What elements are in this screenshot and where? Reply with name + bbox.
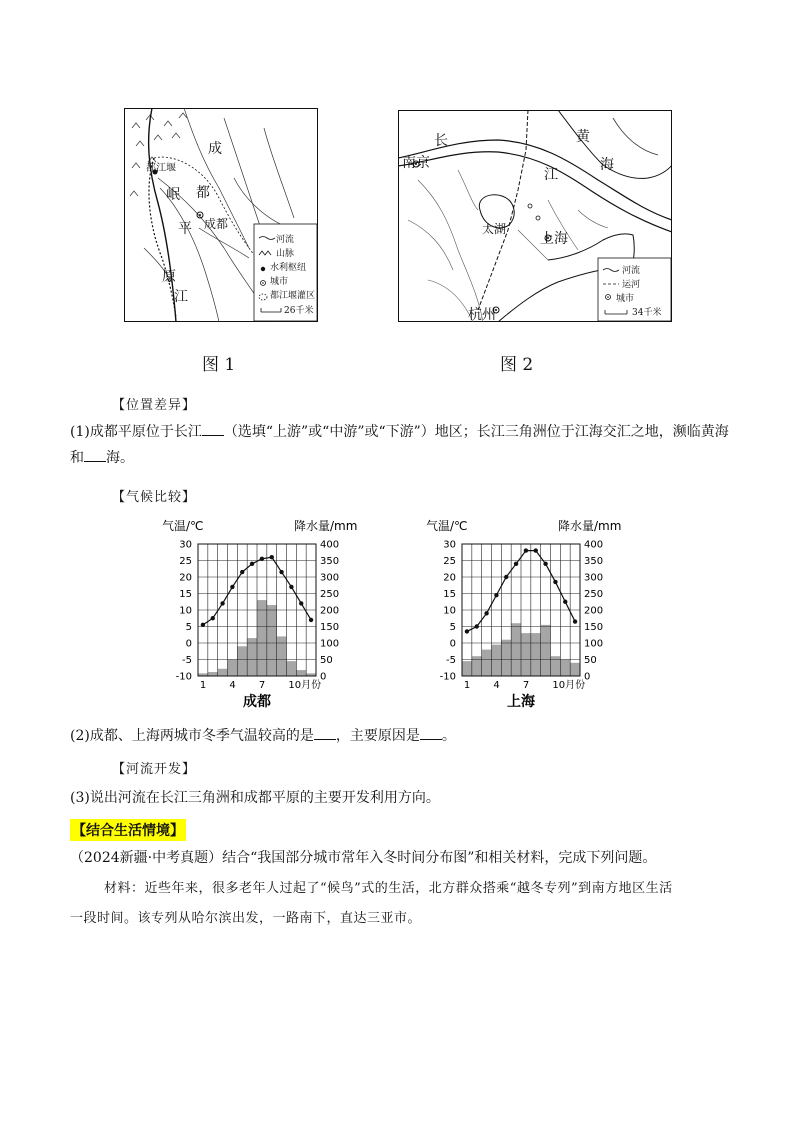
map-2-label-taihu: 太湖 [482, 222, 507, 236]
precip-bar [521, 633, 531, 676]
temp-point [573, 619, 577, 623]
map-1-label-dujiangyan: 都江堰 [146, 163, 176, 174]
map-1-legend-irrigation: 都江堰灌区 [270, 291, 316, 301]
map-2-label-shanghai: 上海 [540, 231, 568, 247]
ylabel-left: 气温/℃ [426, 519, 468, 533]
figure-2-caption: 图 2 [500, 355, 534, 375]
map-1-legend-river: 河流 [276, 235, 295, 245]
map-1-label-cheng: 成 [208, 141, 222, 157]
precip-tick-label: 300 [584, 572, 604, 584]
x-tick-label: 4 [229, 680, 236, 691]
precip-bar [208, 672, 218, 676]
x-tick-label: 4 [493, 680, 500, 691]
precip-bar [511, 623, 521, 676]
temp-point [543, 562, 547, 566]
precip-bar [501, 640, 511, 676]
x-tick-label: 10月份 [288, 680, 322, 691]
precip-tick-label: 350 [320, 556, 340, 567]
ylabel-left: 气温/℃ [162, 519, 204, 533]
x-tick-label: 10月份 [552, 680, 586, 691]
temp-tick-label: 25 [179, 556, 192, 567]
precip-bar [257, 600, 267, 676]
climate-chart-shanghai [424, 518, 634, 710]
map-1-scale: 26千米 [284, 306, 314, 316]
temp-tick-label: -5 [446, 655, 456, 666]
ylabel-right: 降水量/mm [558, 519, 622, 533]
temp-tick-label: 15 [443, 589, 456, 600]
precip-tick-label: 150 [584, 622, 604, 633]
map-2-label-hai: 海 [600, 157, 614, 173]
precip-tick-label: 400 [320, 539, 340, 551]
precip-bar [551, 656, 561, 676]
temp-tick-label: -10 [175, 671, 192, 683]
map-2-legend-river: 河流 [622, 266, 641, 276]
temp-point [475, 624, 479, 628]
temp-point [289, 585, 293, 589]
answer-blank-1a[interactable] [202, 421, 224, 436]
temp-point [211, 616, 215, 620]
map-1-legend-hydro: 水利枢纽 [270, 263, 307, 273]
map-1-label-chengdu-city: 成都 [204, 217, 229, 231]
section-title-climate: 【气候比较】 [112, 490, 197, 505]
map-1-label-ping: 平 [178, 221, 192, 237]
map-2-legend-city: 城市 [616, 294, 635, 304]
temp-point [553, 580, 557, 584]
temp-tick-label: 20 [443, 572, 456, 584]
map-2-legend-canal: 运河 [622, 280, 641, 290]
precip-tick-label: 50 [584, 655, 597, 666]
precip-bar [218, 669, 228, 676]
answer-blank-2a[interactable] [314, 725, 336, 740]
temp-point [494, 593, 498, 597]
precip-bar [267, 605, 277, 676]
temp-point [279, 570, 283, 574]
precip-bar [570, 663, 580, 676]
temp-point [504, 575, 508, 579]
precip-bar [560, 660, 570, 677]
precip-bar [482, 650, 492, 676]
precip-tick-label: 150 [320, 622, 340, 633]
figure-1-caption: 图 1 [202, 355, 236, 375]
precip-tick-label: 200 [584, 605, 604, 617]
precip-tick-label: 350 [584, 556, 604, 567]
map-1-label-yuan: 原 [162, 269, 176, 285]
temp-tick-label: 5 [449, 622, 456, 633]
map-1-label-jiang: 江 [174, 289, 188, 305]
temp-point [534, 548, 538, 552]
temp-point [309, 618, 313, 622]
section-title-location: 【位置差异】 [112, 398, 197, 413]
precip-bar [492, 645, 502, 676]
temp-tick-label: -10 [439, 671, 456, 683]
x-tick-label: 7 [522, 680, 530, 691]
precip-bar [287, 661, 297, 676]
precip-bar [531, 633, 541, 676]
ylabel-right: 降水量/mm [294, 519, 358, 533]
temp-tick-label: 5 [185, 622, 192, 633]
map-2-label-chang: 长 [434, 133, 448, 149]
temp-point [484, 611, 488, 615]
chart-title: 成都 [243, 694, 271, 710]
precip-tick-label: 400 [584, 539, 604, 551]
precip-tick-label: 50 [320, 655, 333, 666]
material-line-2: 一段时间。该专列从哈尔滨出发，一路南下，直达三亚市。 [70, 911, 422, 926]
temp-point [220, 601, 224, 605]
climate-chart-shanghai-svg [424, 518, 634, 710]
temp-point [465, 629, 469, 633]
answer-blank-1b[interactable] [84, 447, 106, 462]
temp-point [514, 562, 518, 566]
precip-bar [472, 656, 482, 676]
temp-tick-label: 10 [443, 605, 456, 617]
temp-point [270, 555, 274, 559]
map-2-label-hangzhou: 杭州 [468, 307, 496, 323]
question-2: (2)成都、上海两城市冬季气温较高的是 ，主要原因是 。 [70, 723, 740, 749]
map-2-label-huang: 黄 [576, 129, 590, 145]
precip-tick-label: 250 [584, 589, 604, 600]
map-1-label-min: 岷 [166, 187, 180, 203]
question-1: (1)成都平原位于长江 （选填“上游”或“中游”或“下游”）地区；长江三角洲位于江海交汇之地，濒临黄海 和 海。 [70, 419, 740, 471]
climate-chart-chengdu-svg [160, 518, 370, 710]
temp-tick-label: 0 [185, 638, 192, 650]
map-2 [398, 110, 672, 322]
x-tick-label: 1 [463, 680, 471, 691]
section-title-river: 【河流开发】 [112, 762, 197, 777]
precip-bar [237, 646, 247, 676]
map-2-label-jiang: 江 [544, 167, 558, 183]
precip-bar [541, 625, 551, 676]
temp-point [299, 601, 303, 605]
precip-tick-label: 300 [320, 572, 340, 584]
precip-bar [277, 636, 287, 676]
temp-tick-label: -5 [182, 655, 192, 666]
map-1-legend-mountain: 山脉 [276, 249, 295, 259]
life-context-tag: 【结合生活情境】 [70, 819, 186, 841]
x-tick-label: 1 [199, 680, 207, 691]
precip-tick-label: 100 [320, 638, 340, 650]
precip-bar [296, 670, 306, 676]
precip-tick-label: 0 [320, 671, 327, 683]
temp-tick-label: 20 [179, 572, 192, 584]
precip-tick-label: 250 [320, 589, 340, 600]
map-1-legend-city: 城市 [270, 277, 289, 287]
map-2-scale: 34千米 [632, 308, 662, 318]
temp-point [230, 585, 234, 589]
temp-tick-label: 25 [443, 556, 456, 567]
precip-bar [228, 660, 238, 677]
temp-tick-label: 10 [179, 605, 192, 617]
precip-tick-label: 0 [584, 671, 591, 683]
temp-tick-label: 30 [443, 539, 456, 551]
temp-point [524, 548, 528, 552]
temp-tick-label: 15 [179, 589, 192, 600]
temp-tick-label: 30 [179, 539, 192, 551]
x-tick-label: 7 [258, 680, 266, 691]
temp-tick-label: 0 [449, 638, 456, 650]
map-1-label-du: 都 [196, 185, 210, 201]
precip-tick-label: 100 [584, 638, 604, 650]
temp-point [250, 562, 254, 566]
material-line-1: 材料：近些年来，很多老年人过起了“候鸟”式的生活，北方群众搭乘“越冬专列”到南方地区生活 [104, 881, 673, 896]
precip-tick-label: 200 [320, 605, 340, 617]
precip-bar [247, 638, 257, 676]
climate-chart-chengdu [160, 518, 370, 710]
temp-point [240, 570, 244, 574]
chart-title: 上海 [507, 694, 535, 710]
question-3: (3)说出河流在长江三角洲和成都平原的主要开发利用方向。 [70, 790, 440, 806]
temp-point [201, 623, 205, 627]
answer-blank-2b[interactable] [420, 725, 442, 740]
temp-point [563, 600, 567, 604]
map-1 [124, 108, 318, 322]
temp-point [260, 557, 264, 561]
map-2-label-nanjing: 南京 [402, 155, 430, 171]
precip-bar [462, 661, 472, 676]
life-context-intro: （2024新疆·中考真题）结合“我国部分城市常年入冬时间分布图”和相关材料，完成下列问题。 [70, 850, 657, 866]
